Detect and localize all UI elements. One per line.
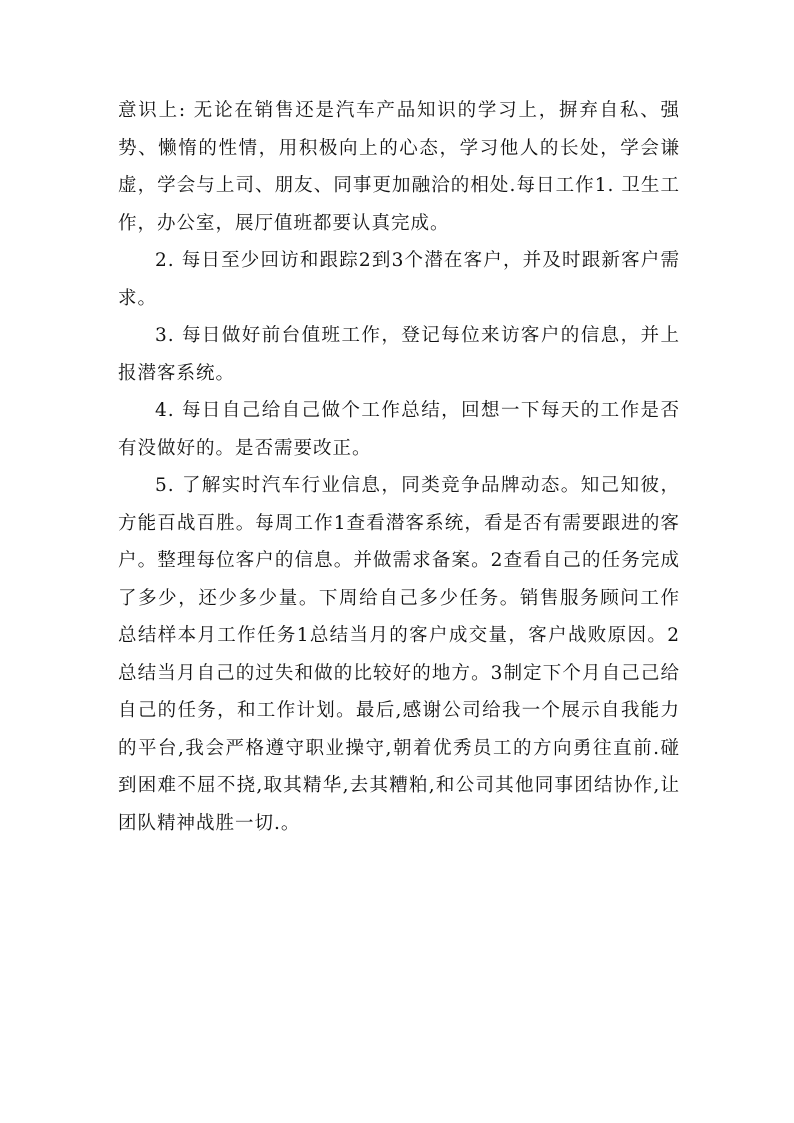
paragraph-1: 意识上: 无论在销售还是汽车产品知识的学习上，摒弃自私、强势、懒惰的性情，用积极向上的心态，学习他人的长处，学会谦虚，学会与上司、朋友、同事更加融洽的相处.每日工作1. 卫生工作，办公室，展厅值班都要认真完成。 xyxy=(118,100,680,234)
paragraph-3: 3. 每日做好前台值班工作，登记每位来访客户的信息，并上报潜客系统。 xyxy=(118,325,680,384)
paragraph-2: 2. 每日至少回访和跟踪2到3个潜在客户，并及时跟新客户需求。 xyxy=(118,250,680,309)
document-body xyxy=(118,92,680,842)
paragraph-5: 5. 了解实时汽车行业信息，同类竞争品牌动态。知己知彼，方能百战百胜。每周工作1查看潜客系统，看是否有需要跟进的客户。整理每位客户的信息。并做需求备案。2查看自己的任务完成了多少，还少多少量。下周给自己多少任务。销售服务顾问工作总结样本月工作任务1总结当月的客户成交量，客户战败原因。2总结当月自己的过失和做的比较好的地方。3制定下个月自己己给自己的任务，和工作计划。最后,感谢公司给我一个展示自我能力的平台,我会严格遵守职业操守,朝着优秀员工的方向勇往直前.碰到困难不屈不挠,取其精华,去其糟粕,和公司其他同事团结协作,让团队精神战胜一切.。 xyxy=(118,475,680,834)
paragraph-4: 4. 每日自己给自己做个工作总结，回想一下每天的工作是否有没做好的。是否需要改正。 xyxy=(118,400,680,459)
